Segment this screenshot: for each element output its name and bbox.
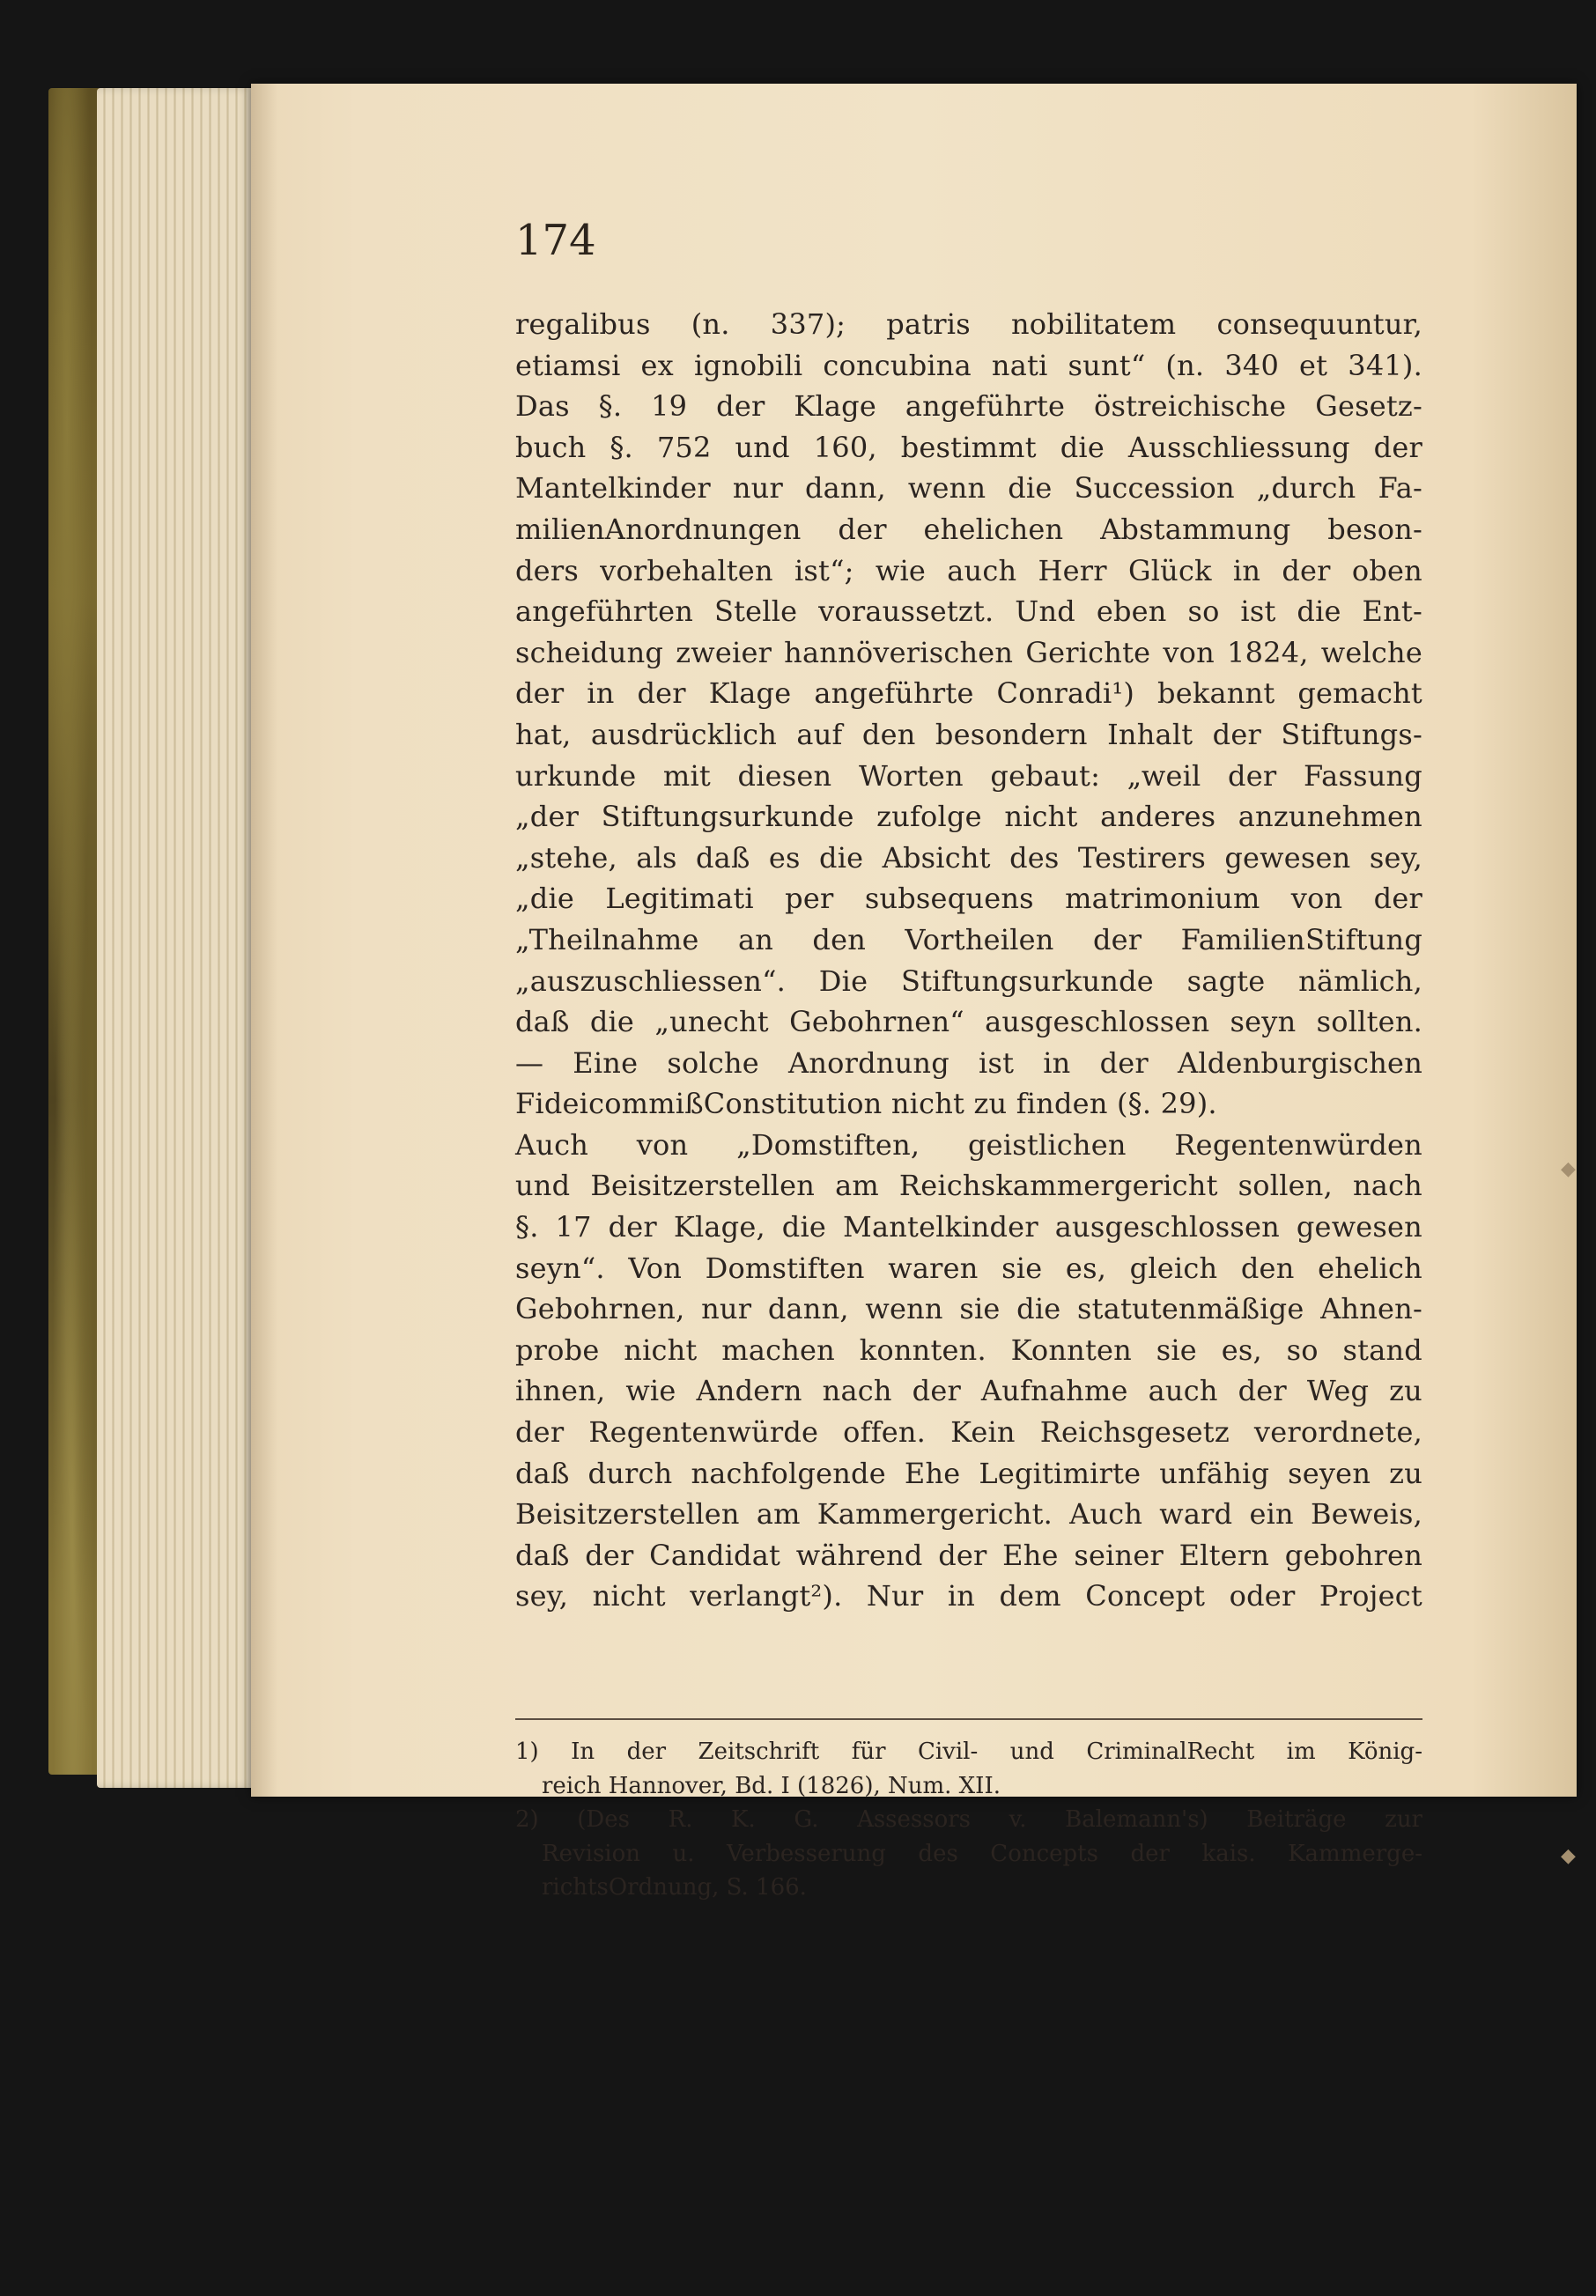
page-edges	[97, 88, 255, 1788]
text-line: — Eine solche Anordnung ist in der Aldenburgischen	[515, 1045, 1422, 1080]
footnote-line: reich Hannover, Bd. I (1826), Num. XII.	[542, 1772, 1001, 1799]
page-edge-mark: ◆	[1561, 1845, 1576, 1867]
text-line: „die Legitimati per subsequens matrimonium von der	[515, 882, 1422, 916]
text-line: „auszuschliessen“. Die Stiftungsurkunde sagte nämlich,	[515, 963, 1422, 998]
text-line: angeführten Stelle voraussetzt. Und eben so ist die Ent-	[515, 594, 1422, 629]
footnote-line: 1) In der Zeitschrift für Civil- und CriminalRecht im König-	[515, 1739, 1422, 1765]
text-line: ihnen, wie Andern nach der Aufnahme auch der Weg zu	[515, 1374, 1422, 1408]
text-line: „der Stiftungsurkunde zufolge nicht anderes anzunehmen	[515, 800, 1422, 834]
footnote-line: Revision u. Verbesserung des Concepts der kais. Kammerge-	[542, 1840, 1422, 1867]
text-line: Mantelkinder nur dann, wenn die Succession „durch Fa-	[515, 471, 1422, 506]
text-line: hat, ausdrücklich auf den besondern Inhalt der Stiftungs-	[515, 717, 1422, 751]
text-line: buch §. 752 und 160, bestimmt die Ausschliessung der	[515, 430, 1422, 464]
text-line: „Theilnahme an den Vortheilen der FamilienStiftung	[515, 922, 1422, 956]
footnote-line: 2) (Des R. K. G. Assessors v. Balemann's) Beiträge zur	[515, 1806, 1422, 1833]
footnote-line: richtsOrdnung, S. 166.	[542, 1874, 807, 1901]
text-line: der Regentenwürde offen. Kein Reichsgesetz verordnete,	[515, 1415, 1422, 1450]
text-line: Auch von „Domstiften, geistlichen Regentenwürden	[515, 1127, 1422, 1162]
page-edge-mark: ◆	[1561, 1158, 1576, 1180]
gutter-shadow	[251, 84, 277, 1797]
text-line: urkunde mit diesen Worten gebaut: „weil der Fassung	[515, 758, 1422, 793]
footnote-rule	[515, 1718, 1422, 1720]
text-line: probe nicht machen konnten. Konnten sie es, so stand	[515, 1333, 1422, 1367]
text-line: „stehe, als daß es die Absicht des Testirers gewesen sey,	[515, 840, 1422, 875]
page-number: 174	[515, 216, 596, 265]
body-text	[515, 304, 1422, 1617]
text-line: milienAnordnungen der ehelichen Abstammung beson-	[515, 512, 1422, 546]
text-line: etiamsi ex ignobili concubina nati sunt“ (n. 340 et 341).	[515, 348, 1422, 382]
text-line: und Beisitzerstellen am Reichskammergericht sollen, nach	[515, 1169, 1422, 1203]
text-line: ders vorbehalten ist“; wie auch Herr Glück in der oben	[515, 553, 1422, 587]
footnotes	[515, 1735, 1422, 1905]
text-line: daß die „unecht Gebohrnen“ ausgeschlossen seyn sollten.	[515, 1005, 1422, 1039]
text-line: der in der Klage angeführte Conradi¹) bekannt gemacht	[515, 676, 1422, 711]
text-line: scheidung zweier hannöverischen Gerichte von 1824, welche	[515, 635, 1422, 669]
text-line: Beisitzerstellen am Kammergericht. Auch ward ein Beweis,	[515, 1497, 1422, 1532]
text-line: daß der Candidat während der Ehe seiner Eltern gebohren	[515, 1538, 1422, 1572]
text-line: FideicommißConstitution nicht zu finden (§. 29).	[515, 1087, 1217, 1121]
text-line: regalibus (n. 337); patris nobilitatem consequuntur,	[515, 307, 1422, 341]
text-line: §. 17 der Klage, die Mantelkinder ausgeschlossen gewesen	[515, 1210, 1422, 1244]
text-line: Das §. 19 der Klage angeführte östreichische Gesetz-	[515, 389, 1422, 424]
text-line: seyn“. Von Domstiften waren sie es, gleich den ehelich	[515, 1251, 1422, 1285]
text-line: daß durch nachfolgende Ehe Legitimirte unfähig seyen zu	[515, 1456, 1422, 1490]
text-line: sey, nicht verlangt²). Nur in dem Concept oder Project	[515, 1579, 1422, 1613]
text-line: Gebohrnen, nur dann, wenn sie die statutenmäßige Ahnen-	[515, 1292, 1422, 1326]
